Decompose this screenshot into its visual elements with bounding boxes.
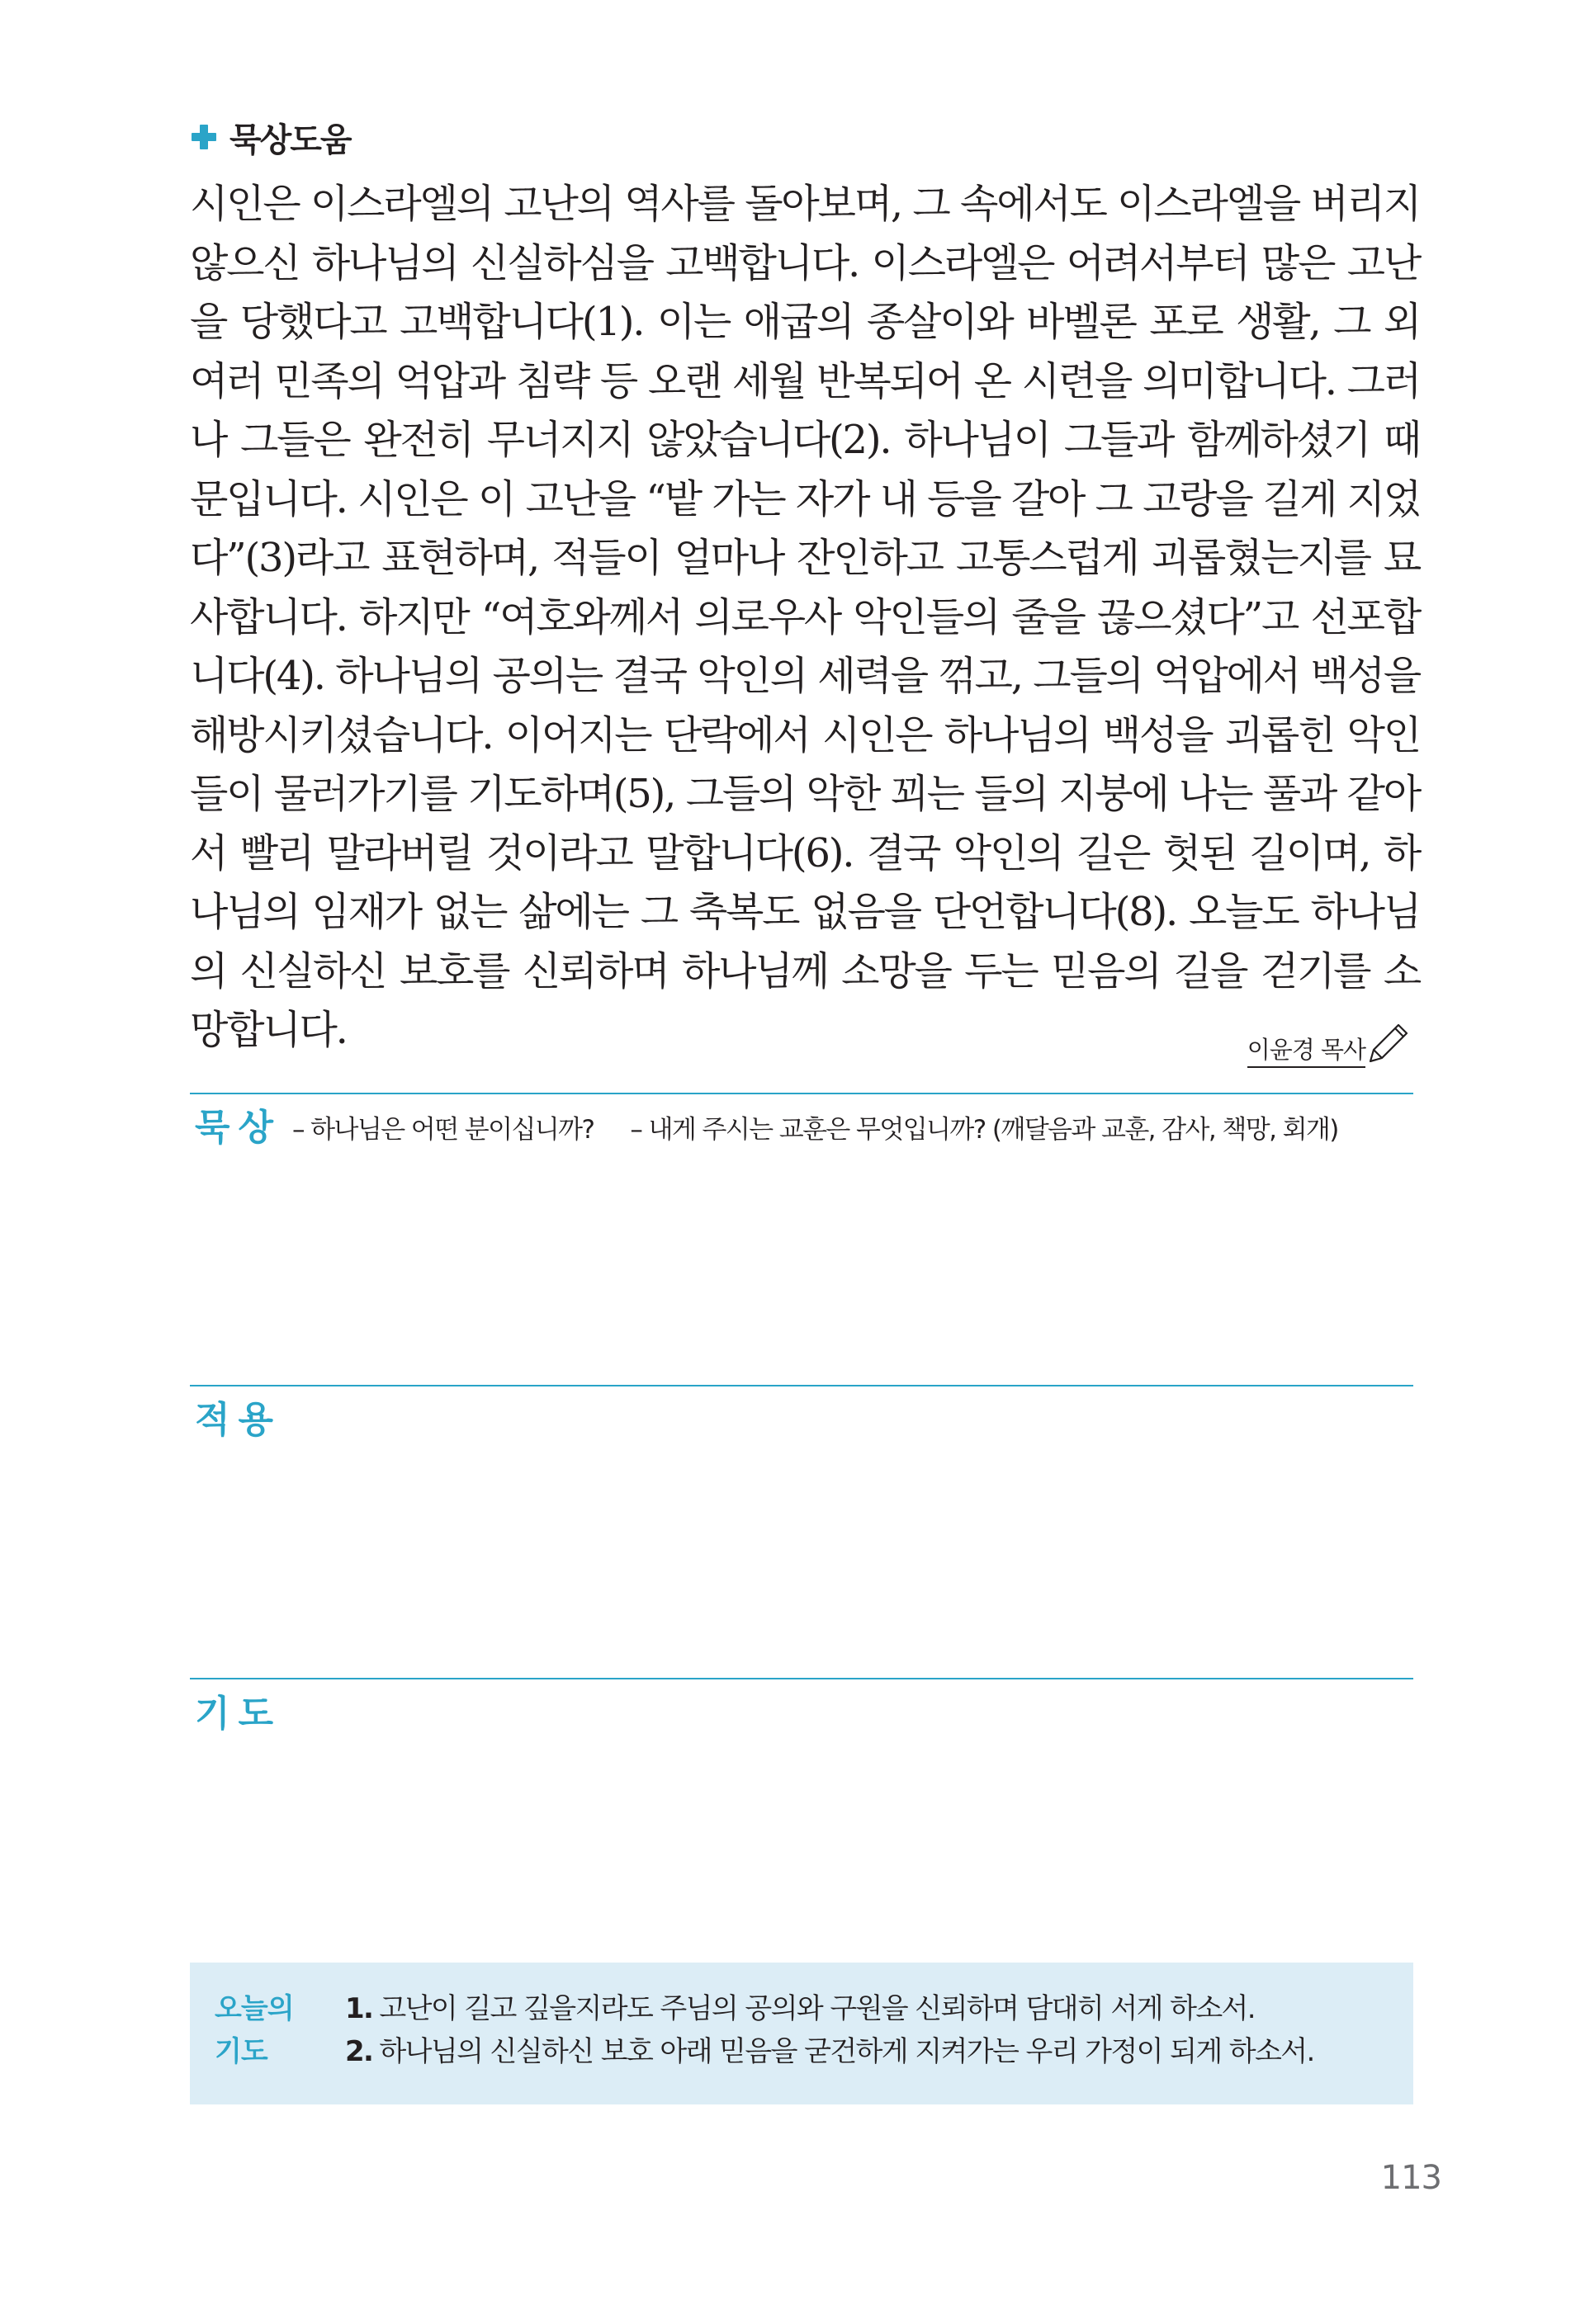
page-number: 113 xyxy=(1380,2159,1441,2197)
prayer-item-number: 1. xyxy=(345,1992,373,2025)
author-signature xyxy=(1247,1017,1415,1068)
todays-prayer-label xyxy=(215,1987,297,2073)
todays-prayer-list xyxy=(345,1987,1314,2073)
prayer-divider xyxy=(190,1678,1413,1679)
prayer-label: 기도 xyxy=(195,1693,282,1735)
todays-prayer-label-line1: 오늘의 xyxy=(215,1992,294,2025)
prayer-item-text: 고난이 길고 깊을지라도 주님의 공의와 구원을 신뢰하며 담대히 서게 하소서. xyxy=(379,1992,1256,2025)
section-title: 묵상도움 xyxy=(229,120,351,159)
prayer-item-text: 하나님의 신실하신 보호 아래 믿음을 굳건하게 지켜가는 우리 가정이 되게 하소서. xyxy=(379,2035,1314,2068)
application-divider xyxy=(190,1385,1413,1386)
question-2: – 내게 주시는 교훈은 무엇입니까? (깨달음과 교훈, 감사, 책망, 회개) xyxy=(630,1115,1338,1145)
author-name: 이윤경 목사 xyxy=(1247,1035,1365,1068)
meditation-label: 묵상 xyxy=(195,1107,282,1149)
meditation-questions xyxy=(292,1108,1338,1145)
section-header xyxy=(190,112,351,162)
prayer-item-number: 2. xyxy=(345,2035,373,2068)
meditation-divider xyxy=(190,1093,1413,1094)
todays-prayer-box xyxy=(190,1963,1413,2104)
todays-prayer-label-line2: 기도 xyxy=(215,2035,267,2068)
body-paragraph: 시인은 이스라엘의 고난의 역사를 돌아보며, 그 속에서도 이스라엘을 버리지 않으신 하나님의 신실하심을 고백합니다. 이스라엘은 어려서부터 많은 고난을 당했다고 고백합니다(1). 이는 애굽의 종살이와 바벨론 포로 생활, 그 외 여러 민족의 억압과 침략 등 오랜 세월 반복되어 온 시련을 의미합니다. 그러나 그들은 완전히 무너지지 않았습니다(2). 하나님이 그들과 함께하셨기 때문입니다. 시인은 이 고난을 “밭 가는 자가 내 등을 갈아 그 고랑을 길게 지었다”(3)라고 표현하며, 적들이 얼마나 잔인하고 고통스럽게 괴롭혔는지를 묘사합니다. 하지만 “여호와께서 의로우사 악인들의 줄을 끊으셨다”고 선포합니다(4). 하나님의 공의는 결국 악인의 세력을 꺾고, 그들의 억압에서 백성을 해방시키셨습니다. 이어지는 단락에서 시인은 하나님의 백성을 괴롭힌 악인들이 물러가기를 기도하며(5), 그들의 악한 꾀는 들의 지붕에 나는 풀과 같아서 빨리 말라버릴 것이라고 말합니다(6). 결국 악인의 길은 헛된 길이며, 하나님의 임재가 없는 삶에는 그 축복도 없음을 단언합니다(8). 오늘도 하나님의 신실하신 보호를 신뢰하며 하나님께 소망을 두는 믿음의 길을 걷기를 소망합니다. xyxy=(190,181,1420,1053)
question-1: – 하나님은 어떤 분이십니까? xyxy=(292,1115,594,1145)
pencil-icon xyxy=(1362,1017,1415,1070)
application-label: 적용 xyxy=(195,1399,282,1441)
prayer-item xyxy=(345,1987,1314,2030)
prayer-item xyxy=(345,2030,1314,2073)
plus-icon xyxy=(190,123,218,151)
